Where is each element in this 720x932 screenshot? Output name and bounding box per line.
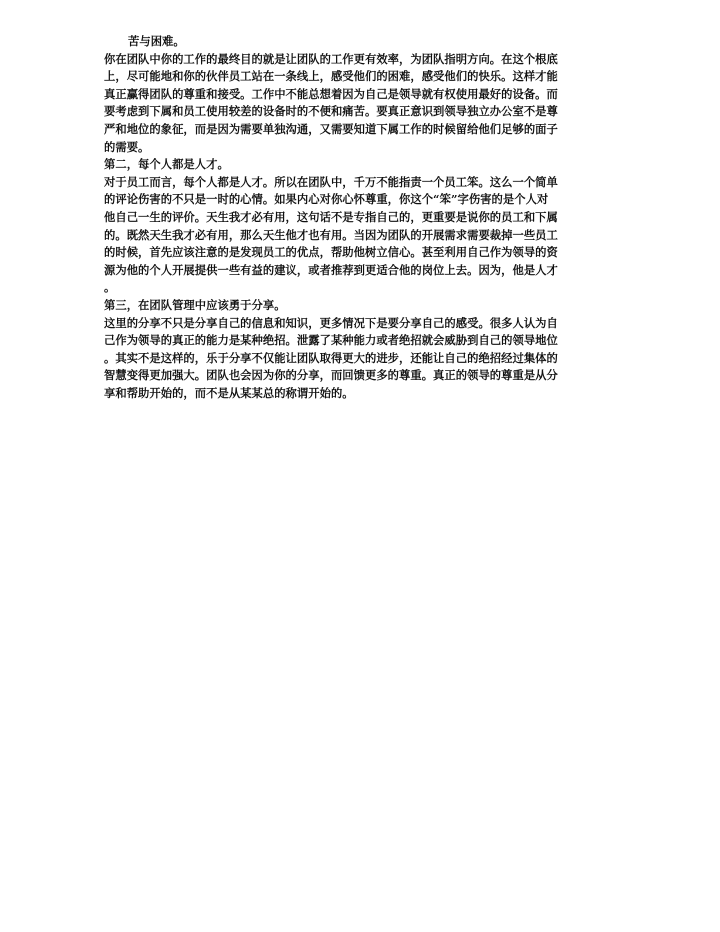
paragraph-line: 要考虑到下属和员工使用较差的设备时的不便和痛苦。要真正意识到领导独立办公室不是尊 bbox=[104, 104, 558, 119]
paragraph-line: 。 bbox=[104, 280, 116, 295]
section-heading: 第三，在团队管理中应该勇于分享。 bbox=[104, 297, 286, 312]
paragraph-line: 智慧变得更加强大。团队也会因为你的分享，而回馈更多的尊重。真正的领导的尊重是从分 bbox=[104, 368, 558, 383]
paragraph-line: 严和地位的象征，而是因为需要单独沟通，又需要知道下属工作的时候留给他们足够的面子 bbox=[104, 121, 558, 136]
paragraph-line: 享和帮助开始的，而不是从某某总的称谓开始的。 bbox=[104, 385, 354, 400]
paragraph-line: 的需要。 bbox=[104, 139, 150, 154]
paragraph-line: 上，尽可能地和你的伙伴员工站在一条线上，感受他们的困难，感受他们的快乐。这样才能 bbox=[104, 69, 558, 84]
paragraph-line: 真正赢得团队的尊重和接受。工作中不能总想着因为自己是领导就有权使用最好的设备。而 bbox=[104, 86, 558, 101]
paragraph-line: 对于员工而言，每个人都是人才。所以在团队中，千万不能指责一个员工笨。这么一个简单 bbox=[104, 174, 558, 189]
paragraph-line: 的。既然天生我才必有用，那么天生他才也有用。当因为团队的开展需求需要裁掉一些员工 bbox=[104, 227, 558, 242]
paragraph-line: 。其实不是这样的，乐于分享不仅能让团队取得更大的进步，还能让自己的绝招经过集体的 bbox=[104, 350, 558, 365]
document-body bbox=[104, 33, 616, 402]
paragraph-line: 己作为领导的真正的能力是某种绝招。泄露了某种能力或者绝招就会威胁到自己的领导地位 bbox=[104, 333, 558, 348]
paragraph-line: 这里的分享不只是分享自己的信息和知识，更多情况下是要分享自己的感受。很多人认为自 bbox=[104, 315, 558, 330]
section-heading: 第二，每个人都是人才。 bbox=[104, 157, 229, 172]
paragraph-line: 的时候，首先应该注意的是发现员工的优点，帮助他树立信心。甚至利用自己作为领导的资 bbox=[104, 245, 558, 260]
paragraph-line: 他自己一生的评价。天生我才必有用，这句话不是专指自己的，更重要是说你的员工和下属 bbox=[104, 209, 558, 224]
paragraph-line: 的评论伤害的不只是一时的心情。如果内心对你心怀尊重，你这个“笨”字伤害的是个人对 bbox=[104, 192, 549, 207]
paragraph-line: 苦与困难。 bbox=[128, 34, 185, 48]
paragraph-line: 你在团队中你的工作的最终目的就是让团队的工作更有效率，为团队指明方向。在这个根底 bbox=[104, 51, 558, 66]
paragraph-line: 源为他的个人开展提供一些有益的建议，或者推荐到更适合他的岗位上去。因为，他是人才 bbox=[104, 262, 558, 277]
